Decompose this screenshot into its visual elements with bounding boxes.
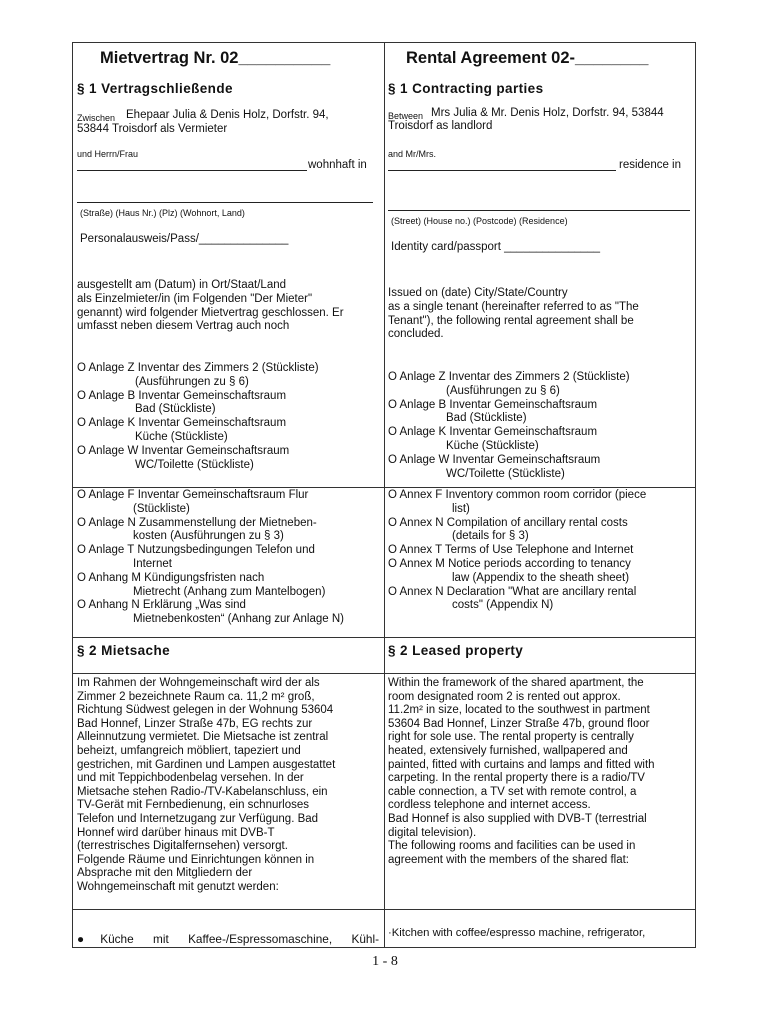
section-2-line: Im Rahmen der Wohngemeinschaft wird der als [77,677,320,689]
annex-checkbox-item: costs" (Appendix N) [452,599,554,612]
annex-checkbox-item: (details for § 3) [452,530,529,543]
issued-line: ausgestellt am (Datum) in Ort/Staat/Land [77,279,287,291]
ausweis-field-german: Personalausweis/Pass/______________ [80,233,289,245]
annex-checkbox-item[interactable]: O Anlage W Inventar Gemeinschaftsraum [388,453,601,466]
annex-checkbox-item: Internet [133,557,172,570]
section-2-line: 11.2m² in size, located to the southwest in partment [388,704,650,717]
section-2-line: heated, extensively furnished, wallpapered and [388,744,628,757]
section-2-line: digital television). [388,826,477,839]
issued-line: Issued on (date) City/State/Country [388,287,568,299]
section-1-heading-english: § 1 Contracting parties [388,81,544,96]
annex-checkbox-item[interactable]: O Annex F Inventory common room corridor (piece [388,489,647,501]
annex-checkbox-item[interactable]: O Anlage K Inventar Gemeinschaftsraum [77,417,287,430]
kitchen-line-english: ·Kitchen with coffee/espresso machine, refrigerator, [388,927,646,939]
annex-checkbox-item[interactable]: O Anlage B Inventar Gemeinschaftsraum [388,398,598,411]
annex-checkbox-item[interactable]: O Anlage W Inventar Gemeinschaftsraum [77,444,290,457]
section-2-line: gestrichen, mit Gardinen und Lampen ausgestattet [77,758,336,771]
annex-checkbox-item: law (Appendix to the sheath sheet) [452,571,630,584]
annex-checkbox-item: Bad (Stückliste) [135,403,216,416]
title-german: Mietvertrag Nr. 02__________ [100,49,331,67]
annex-checkbox-item: (Ausführungen zu § 6) [135,375,249,388]
section-2-line: 53604 Bad Honnef, Linzer Straße 47b, ground floor [388,717,650,730]
section-2-line: Bad Honnef is also supplied with DVB-T (terrestrial [388,812,647,825]
issued-line: concluded. [388,328,444,341]
section-1-heading-german: § 1 Vertragschließende [77,81,233,96]
annex-checkbox-item[interactable]: O Annex N Declaration "What are ancillary rental [388,585,637,598]
landlord-line-english: Mrs Julia & Mr. Denis Holz, Dorfstr. 94, 53844 [431,107,664,119]
section-2-line: carpeting. In the rental property there is a radio/TV [388,772,645,785]
annex-checkbox-item[interactable]: O Anlage F Inventar Gemeinschaftsraum Flur [77,489,309,501]
annex-checkbox-item[interactable]: O Annex T Terms of Use Telephone and Internet [388,544,634,557]
residence-label: residence in [619,159,682,171]
section-2-text-english [388,677,690,867]
annex-checkbox-item: list) [452,502,470,515]
annex-list-german-b [77,489,379,627]
section-2-line: Folgende Räume und Einrichtungen können in [77,853,315,866]
issued-line: umfasst neben diesem Vertrag auch noch [77,320,290,333]
section-2-line: Bad Honnef, Linzer Straße 47b, EG rechts zur [77,717,313,730]
column-divider [384,43,385,947]
annex-checkbox-item: Bad (Stückliste) [446,412,527,425]
section-2-line: agreement with the members of the shared flat: [388,853,629,866]
annex-checkbox-item[interactable]: O Anlage T Nutzungsbedingungen Telefon und [77,544,315,557]
annex-checkbox-item[interactable]: O Anlage B Inventar Gemeinschaftsraum [77,389,287,402]
section-2-line: cable connection, a TV set with remote control, a [388,785,637,798]
section-2-line: The following rooms and facilities can be used in [388,840,636,853]
zwischen-label: Zwischen [77,113,116,123]
section-2-line: Absprache mit den Mitgliedern der [77,867,253,880]
section-2-line: Within the framework of the shared apartment, the [388,677,644,689]
section-2-text-german [77,677,379,895]
annex-checkbox-item: WC/Toilette (Stückliste) [446,467,565,480]
tenant-name-field-german[interactable] [77,170,307,171]
section-2-heading-german: § 2 Mietsache [77,643,170,658]
annex-checkbox-item[interactable]: O Anhang M Kündigungsfristen nach [77,571,265,584]
landlord-line2-english: Troisdorf as landlord [388,120,493,132]
section-2-line: Honnef wird darüber hinaus mit DVB-T [77,826,275,839]
row-divider [73,673,695,674]
landlord-line2-german: 53844 Troisdorf als Vermieter [77,123,228,135]
section-2-line: Wohngemeinschaft mit genutzt werden: [77,880,279,893]
issued-line: als Einzelmieter/in (im Folgenden "Der Mieter" [77,292,313,305]
section-2-line: Alleinnutzung vermietet. Die Mietsache ist zentral [77,731,329,744]
section-2-line: right for sole use. The rental property is centrally [388,731,634,744]
landlord-line-german: Ehepaar Julia & Denis Holz, Dorfstr. 94, [126,109,329,121]
herr-frau-label: und Herrn/Frau [77,149,139,159]
address-caption-german: (Straße) (Haus Nr.) (Plz) (Wohnort, Land) [80,208,245,218]
annex-checkbox-item: (Stückliste) [133,502,190,515]
annex-checkbox-item[interactable]: O Anlage K Inventar Gemeinschaftsraum [388,426,598,439]
annex-list-english-a [388,371,690,481]
title-english: Rental Agreement 02-________ [406,49,649,67]
issued-line: genannt) wird folgender Mietvertrag geschlossen. Er [77,306,344,319]
annex-list-german-a [77,362,379,472]
section-2-heading-english: § 2 Leased property [388,643,524,658]
annex-checkbox-item: Mietnebenkosten“ (Anhang zur Anlage N) [133,613,344,626]
annex-checkbox-item: Mietrecht (Anhang zum Mantelbogen) [133,585,326,598]
section-2-line: TV-Gerät mit Fernbedienung, ein schnurloses [77,799,310,812]
section-2-line: painted, fitted with curtains and lamps and fitted with [388,758,655,771]
kitchen-line-german: ●Küche mit Kaffee-/Espressomaschine, Kühl- [77,932,379,946]
section-2-line: und mit Teppichbodenbelag versehen. In der [77,772,304,785]
annex-checkbox-item[interactable]: O Anhang N Erklärung „Was sind [77,599,246,612]
tenant-name-field-english[interactable] [388,170,616,171]
annex-checkbox-item[interactable]: O Anlage Z Inventar des Zimmers 2 (Stückliste) [77,362,319,374]
row-divider [73,637,695,638]
address-field-german[interactable] [77,202,373,203]
annex-checkbox-item: WC/Toilette (Stückliste) [135,458,254,471]
annex-checkbox-item[interactable]: O Anlage Z Inventar des Zimmers 2 (Stückliste) [388,371,630,383]
section-2-line: cordless telephone and internet access. [388,799,591,812]
annex-checkbox-item: kosten (Ausführungen zu § 3) [133,530,284,543]
section-2-line: Mietsache stehen Radio-/TV-Kabelanschluss, ein [77,785,328,798]
annex-checkbox-item: Küche (Stückliste) [446,439,539,452]
issued-line: Tenant"), the following rental agreement shall be [388,314,634,327]
annex-checkbox-item[interactable]: O Annex N Compilation of ancillary rental costs [388,516,628,529]
annex-checkbox-item: (Ausführungen zu § 6) [446,384,560,397]
annex-checkbox-item[interactable]: O Annex M Notice periods according to tenancy [388,557,631,570]
address-field-english[interactable] [388,210,690,211]
annex-list-english-b [388,489,690,613]
issued-paragraph-german [77,279,379,334]
address-caption-english: (Street) (House no.) (Postcode) (Residence) [391,216,568,226]
between-label: Between [388,111,424,121]
wohnhaft-label: wohnhaft in [308,159,367,171]
row-divider [73,909,695,910]
mr-mrs-label: and Mr/Mrs. [388,149,437,159]
section-2-line: room designated room 2 is rented out approx. [388,690,621,703]
section-2-line: Zimmer 2 bezeichnete Raum ca. 11,2 m² groß, [77,690,315,703]
id-card-field-english: Identity card/passport _______________ [391,241,601,253]
section-2-line: beheizt, umfangreich möbliert, tapeziert und [77,744,301,757]
annex-checkbox-item: Küche (Stückliste) [135,430,228,443]
section-2-line: (terrestrisches Digitalfernsehen) versorgt. [77,840,288,853]
issued-paragraph-english [388,287,690,342]
annex-checkbox-item[interactable]: O Anlage N Zusammenstellung der Mietneben- [77,516,317,529]
page-number: 1 - 8 [372,954,398,969]
row-divider [73,487,695,488]
section-2-line: Richtung Südwest gelegen in der Wohnung 53604 [77,704,334,717]
section-2-line: Telefon und Internetzugang zur Verfügung. Bad [77,812,319,825]
issued-line: as a single tenant (hereinafter referred to as "The [388,300,639,313]
